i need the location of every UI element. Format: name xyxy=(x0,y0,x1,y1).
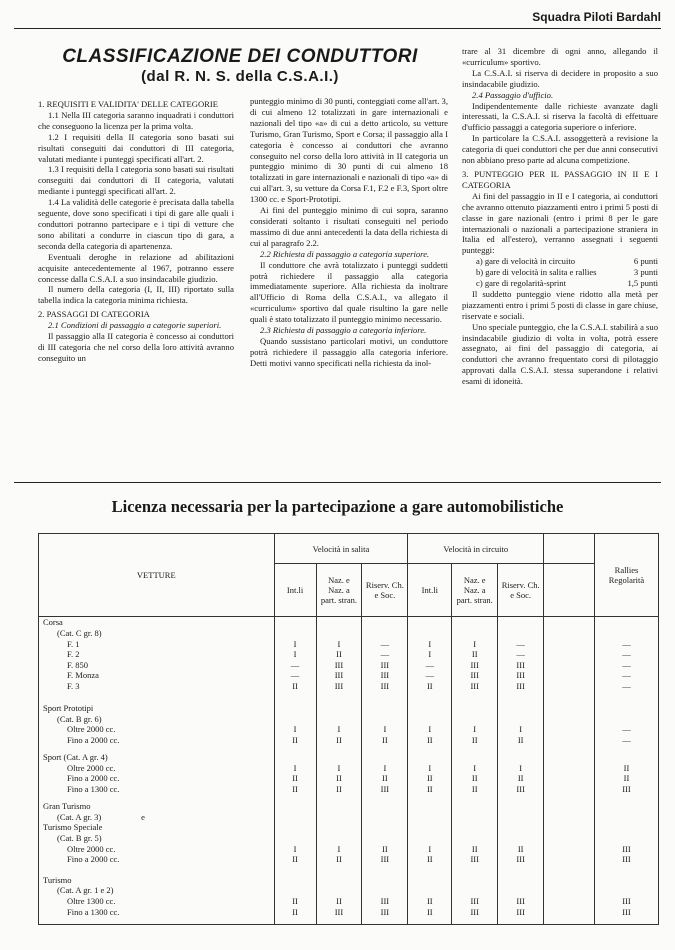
license-cell: I xyxy=(383,724,387,735)
license-cell: I xyxy=(293,638,297,649)
license-cell: III xyxy=(622,784,631,795)
col-header-circuito-riserv: Riserv. Ch. e Soc. xyxy=(498,564,544,617)
license-cell: I xyxy=(293,762,297,773)
license-cell: III xyxy=(516,659,525,670)
license-cell: III xyxy=(516,670,525,681)
license-cell xyxy=(408,752,451,763)
license-cell xyxy=(362,885,407,896)
license-table xyxy=(38,533,659,925)
license-cell xyxy=(408,885,451,896)
license-cell xyxy=(275,714,316,725)
license-cell: II xyxy=(517,773,524,784)
license-cell xyxy=(498,752,543,763)
col-header-salita-riserv: Riserv. Ch. e Soc. xyxy=(362,564,408,617)
points-label: c) gare di regolarità-sprint xyxy=(476,278,566,289)
license-cell xyxy=(452,801,497,812)
license-cell: I xyxy=(428,724,432,735)
top-rule xyxy=(14,28,661,29)
license-cell xyxy=(498,628,543,639)
license-cell xyxy=(317,714,362,725)
license-cell xyxy=(408,822,451,833)
section-divider xyxy=(14,482,661,483)
license-cell xyxy=(275,885,316,896)
license-cell xyxy=(498,822,543,833)
license-cell: — xyxy=(622,649,631,660)
license-cell: III xyxy=(516,784,525,795)
license-cell xyxy=(275,752,316,763)
license-cell: II xyxy=(426,784,433,795)
license-cell: I xyxy=(428,843,432,854)
license-cell xyxy=(595,628,658,639)
license-cell: III xyxy=(470,906,479,917)
vehicle-label: (Cat. B gr. 5) xyxy=(57,833,102,844)
col-header-circuito: Velocità in circuito xyxy=(408,534,544,564)
license-cell xyxy=(362,752,407,763)
license-cell: II xyxy=(336,784,342,795)
license-cell xyxy=(275,801,316,812)
license-cell: III xyxy=(380,680,390,691)
paragraph: 2. PASSAGGI DI CATEGORIA xyxy=(38,309,150,320)
license-cell xyxy=(452,812,497,823)
vehicle-label: F. 850 xyxy=(67,659,89,670)
license-cell xyxy=(317,703,362,714)
license-cell: III xyxy=(622,854,631,865)
vehicle-label: Sport (Cat. A gr. 4) xyxy=(43,752,108,763)
vehicle-label: Oltre 2000 cc. xyxy=(67,762,116,773)
license-cell xyxy=(408,617,451,628)
table-title: Licenza necessaria per la partecipazione a gare automobilistiche xyxy=(111,497,564,516)
license-cell: II xyxy=(426,735,433,745)
license-cell: I xyxy=(519,762,523,773)
license-cell xyxy=(452,833,497,844)
license-cell xyxy=(452,885,497,896)
license-cell: I xyxy=(428,762,432,773)
license-cell: II xyxy=(292,906,298,917)
license-cell: I xyxy=(473,724,477,735)
points-item xyxy=(462,256,658,267)
paragraph: 3. PUNTEGGIO PER IL PASSAGGIO IN II E I CATEGORIA xyxy=(462,168,658,190)
license-cell: II xyxy=(517,735,524,745)
license-cell xyxy=(275,833,316,844)
points-item xyxy=(462,267,658,278)
vehicle-label: (Cat. A gr. 3) e xyxy=(57,811,145,822)
col-header-circuito-naz: Naz. e Naz. a part. stran. xyxy=(452,564,498,617)
paragraph: 1.3 I requisiti della I categoria sono basati sui risultati conseguiti dai conduttori di II categoria, valutati mediante i punteggi specificati all'art. 2. xyxy=(38,164,234,197)
license-cell: II xyxy=(292,784,298,795)
paragraph: Eventuali deroghe in relazione ad abilitazioni acquisite antecedentemente al 1967, potranno essere concesse dalla C.S.A.I. a suo insindacabile giudizio. xyxy=(38,251,234,284)
paragraph: 1.4 La validità delle categorie è precisata dalla tabella seguente, dove sono specificati i tipi di gare alle quali i conduttori potranno partecipare e i tipi di vetture che sono abilitati a condurre in ciascun tipo di gara, a seconda della categoria di apartenenza. xyxy=(38,197,234,251)
license-cell: I xyxy=(519,724,523,735)
vehicle-label: F. Monza xyxy=(67,670,99,681)
license-cell: III xyxy=(470,854,479,865)
license-cell xyxy=(275,628,316,639)
license-cell: — xyxy=(622,638,631,649)
license-cell: — xyxy=(516,638,525,649)
license-cell: II xyxy=(336,854,342,865)
vehicle-label: Corsa xyxy=(43,617,63,628)
license-cell: III xyxy=(380,670,390,681)
license-cell xyxy=(498,875,543,886)
license-cell: III xyxy=(516,854,525,865)
license-cell xyxy=(317,885,362,896)
vehicle-label: F. 3 xyxy=(67,680,80,691)
points-label: b) gare di velocità in salita e rallies xyxy=(476,267,597,278)
license-cell: — xyxy=(622,670,631,681)
license-cell: — xyxy=(622,735,631,745)
license-cell xyxy=(595,617,658,628)
license-cell xyxy=(317,628,362,639)
license-cell: II xyxy=(292,896,298,907)
license-cell: — xyxy=(290,659,300,670)
license-cell: III xyxy=(516,680,525,691)
points-label: a) gare di velocità in circuito xyxy=(476,256,576,267)
vehicle-label: Fino a 1300 cc. xyxy=(67,906,120,917)
license-cell: II xyxy=(471,649,478,660)
license-cell: II xyxy=(471,773,478,784)
license-cell: I xyxy=(293,724,297,735)
table-row xyxy=(39,617,659,703)
license-cell: III xyxy=(622,843,631,854)
license-cell xyxy=(275,617,316,628)
license-cell: II xyxy=(336,649,342,660)
license-cell xyxy=(595,703,658,714)
license-cell: — xyxy=(380,638,390,649)
license-cell: — xyxy=(622,680,631,691)
license-cell xyxy=(408,833,451,844)
license-cell: — xyxy=(516,649,525,660)
paragraph: Il numero della categoria (I, II, III) riportato sulla tabella indica la categoria minima richiesta. xyxy=(38,284,234,306)
vehicle-label: Sport Prototipi xyxy=(43,703,94,714)
conjunction-label: e xyxy=(141,811,145,822)
paragraph: 1.2 I requisiti della II categoria sono basati sui risultati conseguiti dai conduttori di III categoria, valutati mediante i punteggi specificati all'art. 2. xyxy=(38,131,234,164)
license-cell xyxy=(362,617,407,628)
license-cell xyxy=(452,822,497,833)
license-cell: II xyxy=(426,854,433,865)
vehicle-label: Fino a 2000 cc. xyxy=(67,854,120,865)
vehicle-label: F. 1 xyxy=(67,638,80,649)
license-cell xyxy=(498,812,543,823)
points-value: 3 punti xyxy=(633,267,658,278)
vehicle-label: Oltre 2000 cc. xyxy=(67,843,116,854)
license-cell xyxy=(498,833,543,844)
vehicle-label: Fino a 2000 cc. xyxy=(67,735,120,745)
license-cell xyxy=(408,628,451,639)
license-cell: III xyxy=(334,906,344,917)
paragraph: 2.3 Richiesta di passaggio a categoria inferiore. xyxy=(260,325,427,336)
license-cell: I xyxy=(428,649,432,660)
license-cell: II xyxy=(382,773,388,784)
license-cell xyxy=(317,812,362,823)
article-column-3 xyxy=(462,46,658,476)
license-cell xyxy=(595,885,658,896)
license-cell xyxy=(362,833,407,844)
vehicle-label: Oltre 2000 cc. xyxy=(67,724,116,735)
license-cell xyxy=(595,714,658,725)
table-row xyxy=(39,801,659,875)
license-cell: II xyxy=(336,896,342,907)
license-cell xyxy=(275,812,316,823)
license-cell: I xyxy=(337,843,341,854)
vehicle-label: Turismo xyxy=(43,874,72,885)
license-cell: II xyxy=(292,680,298,691)
license-cell: — xyxy=(380,649,390,660)
license-cell: III xyxy=(470,680,479,691)
paragraph: trare al 31 dicembre di ogni anno, allegando il «curriculum» sportivo. xyxy=(462,46,658,67)
license-cell xyxy=(595,752,658,763)
license-cell: II xyxy=(382,735,388,745)
table-row xyxy=(39,703,659,752)
license-cell: II xyxy=(292,773,298,784)
points-item xyxy=(462,278,658,289)
license-cell xyxy=(362,801,407,812)
license-cell xyxy=(498,714,543,725)
license-cell: III xyxy=(380,784,390,795)
page-subtitle: (dal R. N. S. della C.S.A.I.) xyxy=(141,68,339,85)
license-cell xyxy=(498,801,543,812)
license-cell xyxy=(595,822,658,833)
col-header-salita-intli: Int.li xyxy=(274,564,316,617)
license-cell: III xyxy=(516,896,525,907)
license-cell: II xyxy=(426,773,433,784)
vehicle-label: Fino a 2000 cc. xyxy=(67,773,120,784)
license-cell: I xyxy=(428,638,432,649)
license-cell xyxy=(498,885,543,896)
license-cell: — xyxy=(290,670,300,681)
license-cell: II xyxy=(471,735,478,745)
license-cell: I xyxy=(293,843,297,854)
license-cell xyxy=(595,833,658,844)
license-cell xyxy=(317,801,362,812)
license-cell xyxy=(317,617,362,628)
paragraph: 2.1 Condizioni di passaggio a categorie superiori. xyxy=(48,320,222,331)
points-value: 6 punti xyxy=(633,256,658,267)
col-header-rallies: Rallies Regolarità xyxy=(594,534,658,617)
table-row xyxy=(39,875,659,925)
header-brand: Squadra Piloti Bardahl xyxy=(532,10,661,24)
license-cell: I xyxy=(337,724,341,735)
license-cell xyxy=(362,875,407,886)
license-cell xyxy=(452,703,497,714)
license-cell: II xyxy=(517,843,524,854)
paragraph: Il conduttore che avrà totalizzato i punteggi suddetti potrà richiedere il passaggio alla categoria immediatamente superiore. Alla richiesta da inoltrare all'Ufficio di Roma della C.S.A.I., va allegato il «curriculum» sportivo dal quale risultino la gare nelle quali è stato totalizzato il punteggio minimo necessario. xyxy=(250,259,448,325)
license-cell: — xyxy=(622,724,631,735)
license-cell: — xyxy=(425,659,435,670)
license-cell xyxy=(408,714,451,725)
license-cell xyxy=(362,822,407,833)
paragraph: 1. REQUISITI E VALIDITA' DELLE CATEGORIE xyxy=(38,99,219,109)
license-cell xyxy=(317,752,362,763)
license-cell xyxy=(408,812,451,823)
license-cell xyxy=(275,875,316,886)
col-header-salita: Velocità in salita xyxy=(274,534,408,564)
license-cell: III xyxy=(622,906,631,917)
col-header-salita-naz: Naz. e Naz. a part. stran. xyxy=(316,564,362,617)
license-cell: I xyxy=(383,762,387,773)
col-header-vetture: VETTURE xyxy=(39,534,275,617)
paragraph: Quando sussistano particolari motivi, un conduttore potrà richiedere il passaggio alla categoria inferiore. Detti motivi vanno specificati nella richiesta da inol- xyxy=(250,335,448,368)
license-cell: III xyxy=(380,659,390,670)
license-cell xyxy=(452,714,497,725)
license-cell xyxy=(362,628,407,639)
vehicle-label: F. 2 xyxy=(67,649,80,660)
license-cell: III xyxy=(380,906,390,917)
license-cell: III xyxy=(470,896,479,907)
license-cell xyxy=(275,703,316,714)
license-cell: — xyxy=(622,659,631,670)
paragraph: Ai fini del punteggio minimo di cui sopra, saranno considerati soltanto i risultati conseguiti nel periodo massimo di due anni antecedenti la data della richiesta di cui al paragrafo 2.2. xyxy=(250,205,448,248)
paragraph: 2.4 Passaggio d'ufficio. xyxy=(472,89,554,100)
vehicle-label: (Cat. A gr. 1 e 2) xyxy=(57,885,114,896)
license-cell: II xyxy=(336,773,342,784)
license-cell xyxy=(408,703,451,714)
license-cell xyxy=(595,812,658,823)
vehicle-label: Turismo Speciale xyxy=(43,822,103,833)
license-cell xyxy=(452,752,497,763)
license-cell: II xyxy=(623,773,630,784)
license-cell: I xyxy=(473,638,477,649)
vehicle-label: Gran Turismo xyxy=(43,801,91,812)
article-column-2 xyxy=(250,96,448,476)
paragraph: Uno speciale punteggio, che la C.S.A.I. stabilirà a suo insindacabile giudizio di volta in volta, potrà essere assegnato, ai fini del passaggio di categoria, ai conduttori che avranno frequentato corsi di pilotaggio approvati dalla C.S.A.I. stessa superandone i relativi esami di idoneità. xyxy=(462,321,658,387)
license-cell: I xyxy=(337,638,341,649)
license-cell xyxy=(595,801,658,812)
license-cell xyxy=(408,875,451,886)
license-cell: III xyxy=(516,906,525,917)
vehicle-label: (Cat. C gr. 8) xyxy=(57,627,102,638)
paragraph: In particolare la C.S.A.I. assoggetterà a revisione la categoria di quei conduttori che per due anni consecutivi non abbiano preso parte ad alcuna competizione. xyxy=(462,133,658,166)
paragraph: Indipendentemente dalle richieste avanzate dagli interessati, la C.S.A.I. si riserva la facoltà di effettuare d'ufficio passaggi a categoria superiore o inferiore. xyxy=(462,100,658,133)
license-cell: I xyxy=(337,762,341,773)
license-cell: II xyxy=(292,735,298,745)
license-cell xyxy=(452,875,497,886)
vehicle-label: Fino a 1300 cc. xyxy=(67,784,120,795)
license-cell: II xyxy=(471,843,478,854)
page-title: CLASSIFICAZIONE DEI CONDUTTORI xyxy=(62,46,418,67)
table-row xyxy=(39,752,659,801)
license-cell: III xyxy=(470,659,479,670)
col-header-circuito-intli: Int.li xyxy=(408,564,452,617)
license-cell xyxy=(275,822,316,833)
license-cell: II xyxy=(426,680,433,691)
paragraph: La C.S.A.I. si riserva di decidere in proposito a suo insindacabile giudizio. xyxy=(462,67,658,89)
license-cell: II xyxy=(471,784,478,795)
paragraph: Il passaggio alla II categoria è concesso ai conduttori di III categoria che nel corso della loro attività avranno conseguito un xyxy=(38,331,234,363)
paragraph: 1.1 Nella III categoria saranno inquadrati i conduttori che conseguono la licenza per la prima volta. xyxy=(38,109,234,131)
license-cell xyxy=(452,628,497,639)
license-cell: III xyxy=(334,670,344,681)
license-cell: III xyxy=(334,659,344,670)
license-cell xyxy=(498,617,543,628)
license-cell: II xyxy=(336,735,342,745)
license-cell: II xyxy=(623,762,630,773)
license-cell xyxy=(317,833,362,844)
points-value: 1,5 punti xyxy=(627,278,658,289)
license-cell: II xyxy=(426,896,433,907)
license-cell: III xyxy=(380,854,390,865)
paragraph: Il suddetto punteggio viene ridotto alla metà per piazzamenti entro i primi 5 posti di classe in gare chiuse, riservate e sociali. xyxy=(462,288,658,321)
paragraph: Ai fini del passaggio in II e I categoria, ai conduttori che avranno ottenuto piazzamenti entro i primi 5 posti di classe in gare nazionali (entro i primi 8 per le gare internazionali o nazionali a partecipazione straniera in Italia ed all'estero), verranno assegnati i seguenti punteggi: xyxy=(462,190,658,256)
vehicle-label: (Cat. B gr. 6) xyxy=(57,713,102,724)
license-cell: II xyxy=(382,843,388,854)
license-cell: III xyxy=(470,670,479,681)
paragraph: punteggio minimo di 30 punti, conteggiati come all'art. 3, di cui almeno 12 totalizzati in gare internazionali e nazionali del tipo «a» di cui a detto articolo, su vetture Turismo, Gran Turismo, Sport e Corsa; il passaggio alla I categoria è concesso ai conduttori che avranno conseguito nel corso della loro attività in II categoria un punteggio minimo di 30 punti di cui almeno 18 totalizzati in gare internazionali e nazionali di tipo «a» di cui all'art. 3, su vetture da Corsa F.1, F.2 e F.3, Sport oltre 1300 cc. e Sport-Prototipi. xyxy=(250,96,448,205)
license-cell xyxy=(452,617,497,628)
paragraph: 2.2 Richiesta di passaggio a categoria superiore. xyxy=(260,248,430,259)
license-cell xyxy=(362,714,407,725)
license-cell: III xyxy=(380,896,390,907)
license-cell xyxy=(498,703,543,714)
license-cell: I xyxy=(473,762,477,773)
license-cell xyxy=(317,875,362,886)
license-cell xyxy=(595,875,658,886)
license-cell xyxy=(317,822,362,833)
license-cell: III xyxy=(334,680,344,691)
license-cell: III xyxy=(622,896,631,907)
license-cell xyxy=(408,801,451,812)
license-cell: I xyxy=(293,649,297,660)
article-column-1 xyxy=(38,96,234,476)
license-cell: II xyxy=(426,906,433,917)
vehicle-label: Oltre 1300 cc. xyxy=(67,896,116,907)
license-cell xyxy=(362,812,407,823)
license-cell xyxy=(362,703,407,714)
license-cell: II xyxy=(292,854,298,865)
license-cell: — xyxy=(425,670,435,681)
